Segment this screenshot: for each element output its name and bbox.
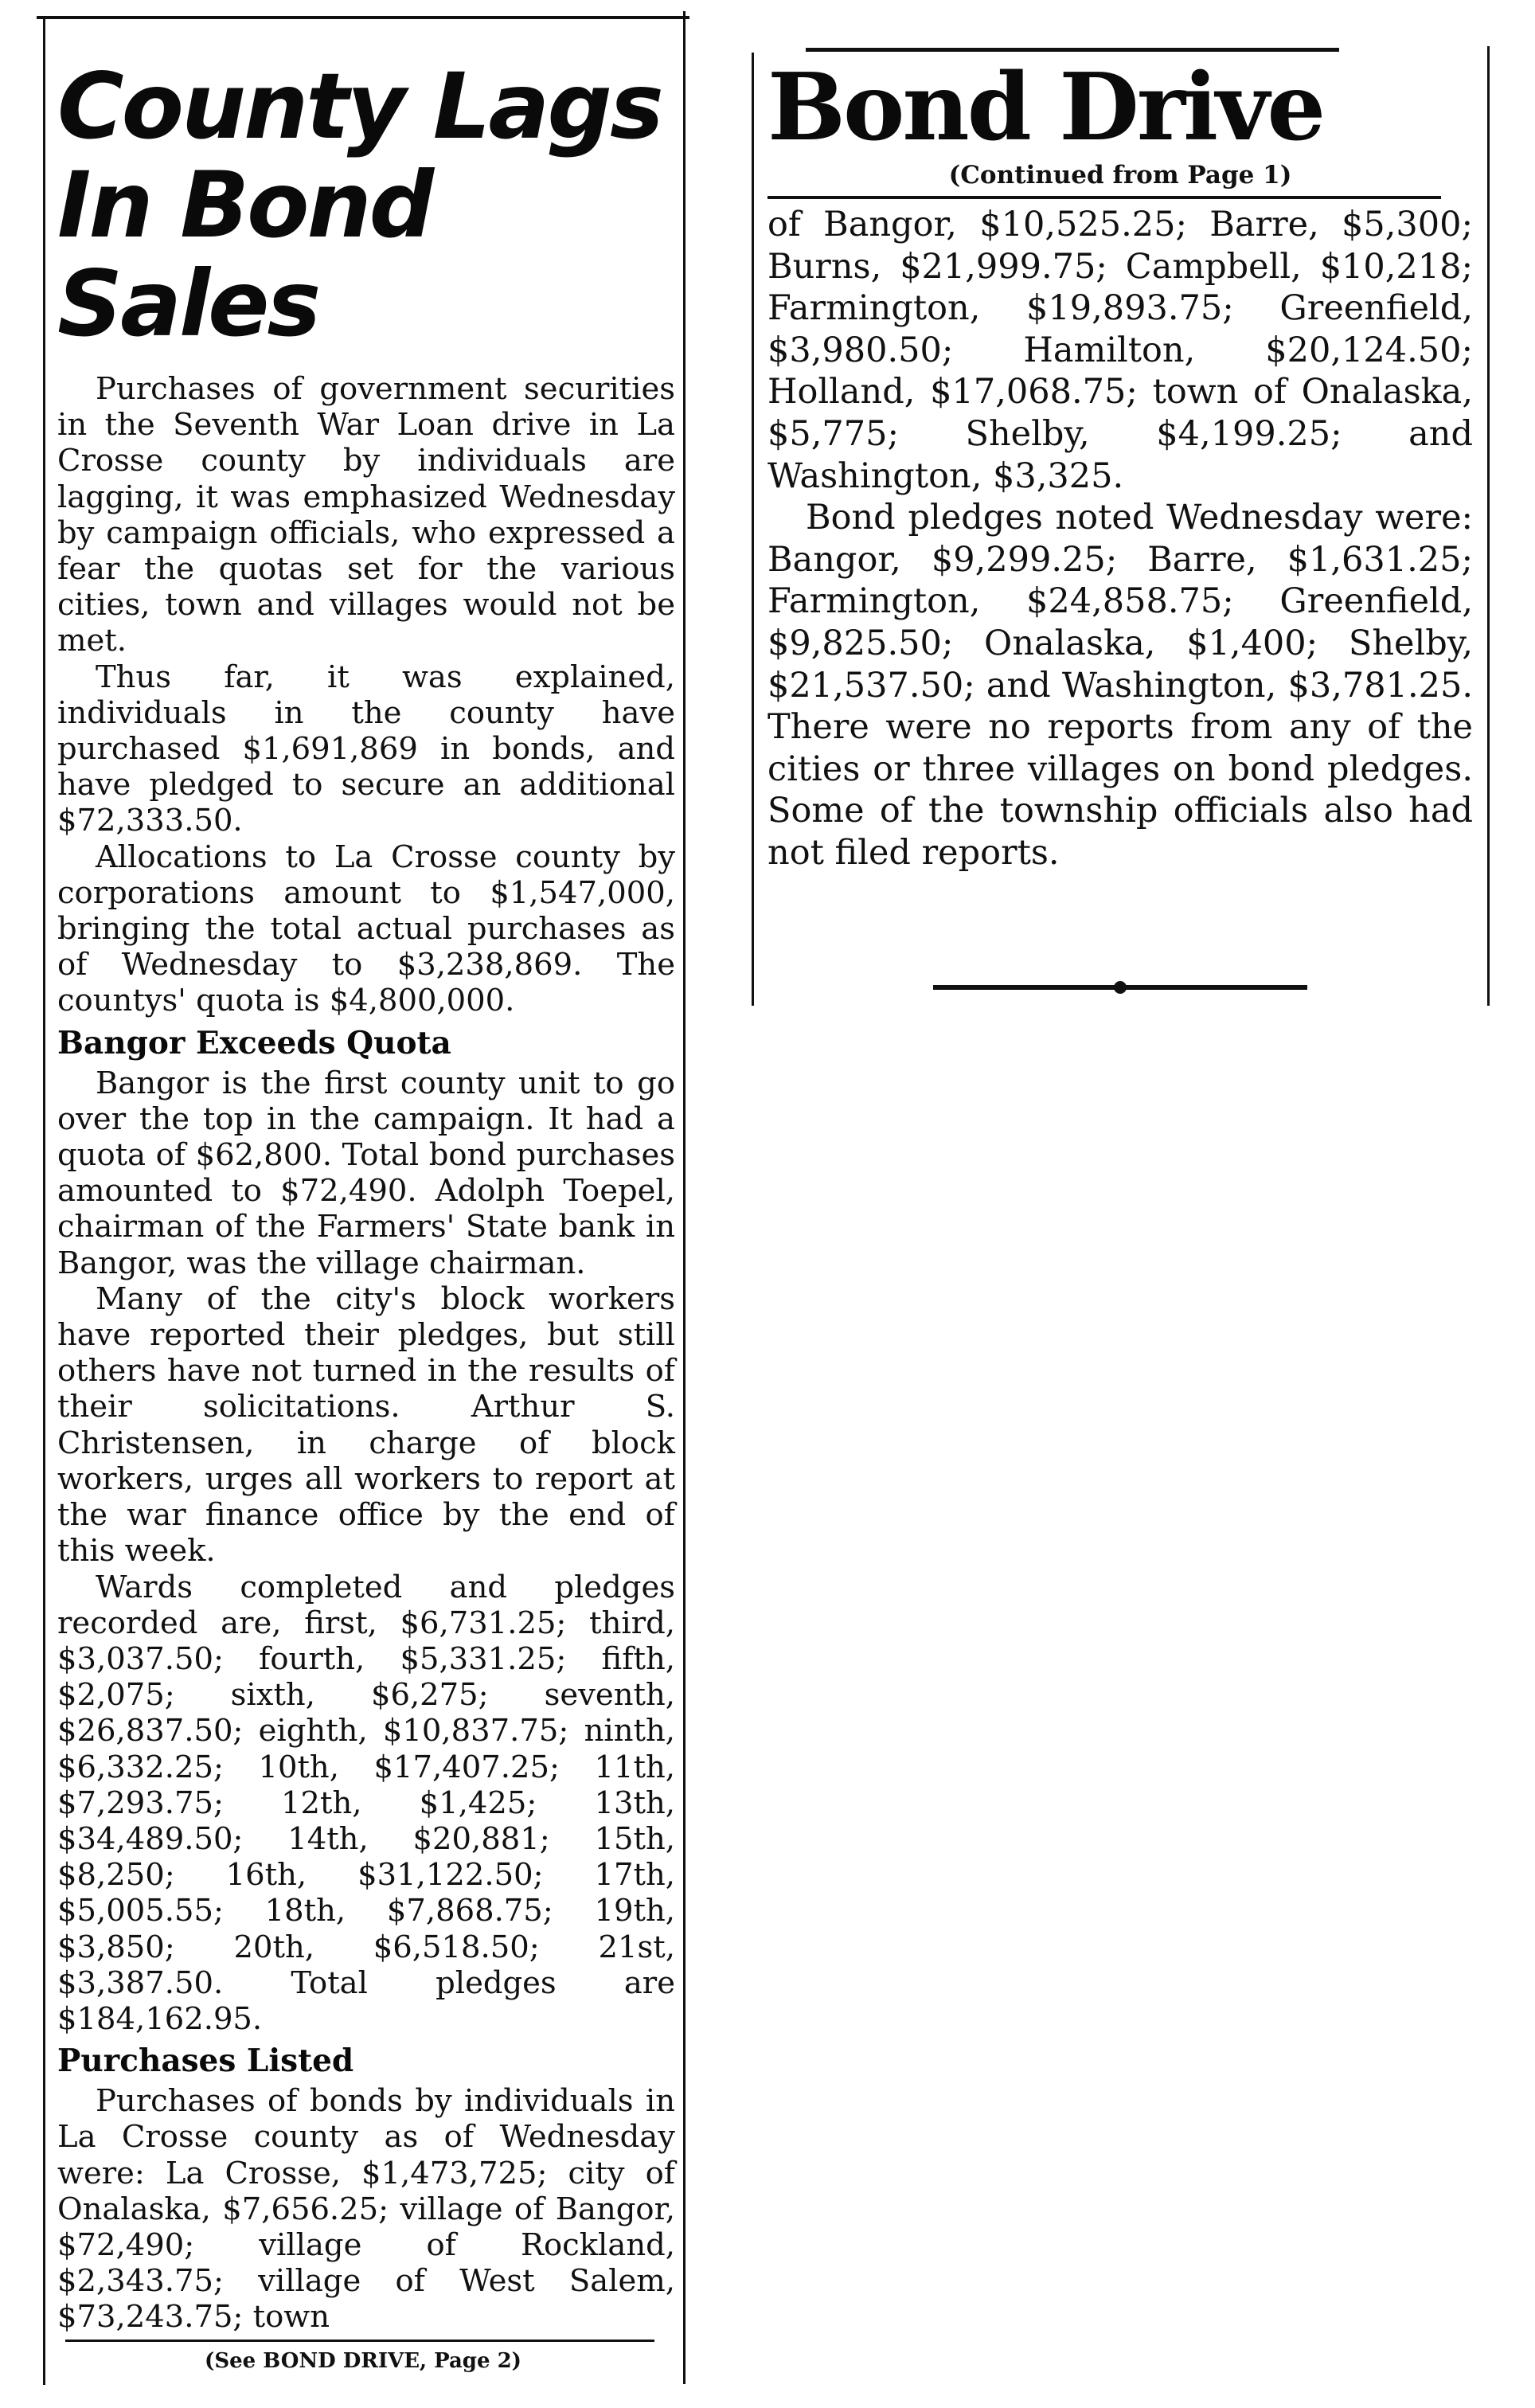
right-headline: Bond Drive	[768, 53, 1324, 162]
paragraph: Allocations to La Crosse county by corporations amount to $1,547,000, bringing the total actual purchases as of Wednesday to $3,238,869. The countys' quota is $4,800,000.	[57, 838, 675, 1019]
left-border-rule	[43, 16, 45, 2385]
paragraph: Many of the city's block workers have reported their pledges, but still others have not turned in the results of their solicitations. Arthur S. Christensen, in charge of block workers, urges all workers to report at the war finance office by the end of this week.	[57, 1280, 675, 1570]
right-article-clipping	[750, 46, 1498, 1006]
continued-line: (Continued from Page 1)	[948, 161, 1292, 190]
end-ornament-dot	[1114, 981, 1127, 994]
left-article-body	[57, 371, 675, 2336]
right-article-body	[768, 204, 1473, 874]
headline-line-2: In Bond Sales	[57, 152, 432, 357]
paragraph: Purchases of bonds by individuals in La Crosse county as of Wednesday were: La Crosse, $1,473,725; city of Onalaska, $7,656.25; village of Bangor, $72,490; village of Rockland, $2,343.75; village of West Salem, $73,243.75; town	[57, 2083, 675, 2336]
right-border-rule	[683, 11, 685, 2384]
headline-underline	[768, 196, 1441, 199]
subhead-purchases-listed: Purchases Listed	[57, 2042, 354, 2080]
bottom-rule	[65, 2340, 654, 2342]
paragraph: Bond pledges noted Wednesday were: Bangor, $9,299.25; Barre, $1,631.25; Farmington, $24,858.75; Greenfield, $9,825.50; Onalaska, $1,400; Shelby, $21,537.50; and Washington, $3,781.25. There were no reports from any of the cities or three villages on bond pledges. Some of the township officials also had not filed reports.	[768, 498, 1473, 873]
left-article-clipping	[37, 11, 689, 2388]
right-border-rule	[1487, 46, 1490, 1006]
right-article	[768, 53, 1473, 874]
paragraph: Purchases of government securities in the Seventh War Loan drive in La Crosse county by individuals are lagging, it was emphasized Wednesday by campaign officials, who expressed a fear the quotas set for the various cities, town and villages would not be met.	[57, 371, 675, 659]
top-rule	[37, 16, 689, 19]
paragraph: Thus far, it was explained, individuals in the county have purchased $1,691,869 in bonds, and have pledged to secure an additional $72,333.50.	[57, 659, 675, 839]
paragraph: Bangor is the first county unit to go over the top in the campaign. It had a quota of $62,800. Total bond purchases amounted to $72,490. Adolph Toepel, chairman of the Farmers' State bank in Bangor, was the village chairman.	[57, 1065, 675, 1281]
subhead-bangor-exceeds-quota: Bangor Exceeds Quota	[57, 1024, 451, 1061]
paragraph: of Bangor, $10,525.25; Barre, $5,300; Burns, $21,999.75; Campbell, $10,218; Farmington, $19,893.75; Greenfield, $3,980.50; Hamilton, $20,124.50; Holland, $17,068.75; town of Onalaska, $5,775; Shelby, $4,199.25; and Washington, $3,325.	[768, 205, 1473, 496]
left-article	[57, 53, 675, 2336]
top-rule	[806, 48, 1339, 52]
left-border-rule	[752, 53, 754, 1006]
paragraph: Wards completed and pledges recorded are, first, $6,731.25; third, $3,037.50; fourth, $5,331.25; fifth, $2,075; sixth, $6,275; seventh, $26,837.50; eighth, $10,837.75; ninth, $6,332.25; 10th, $17,407.25; 11th, $7,293.75; 12th, $1,425; 13th, $34,489.50; 14th, $20,881; 15th, $8,250; 16th, $31,122.50; 17th, $5,005.55; 18th, $7,868.75; 19th, $3,850; 20th, $6,518.50; 21st, $3,387.50. Total pledges are $184,162.95.	[57, 1569, 675, 2037]
headline-line-1: County Lags	[57, 53, 662, 159]
left-headline	[57, 53, 675, 357]
jump-line: (See BOND DRIVE, Page 2)	[205, 2349, 521, 2373]
